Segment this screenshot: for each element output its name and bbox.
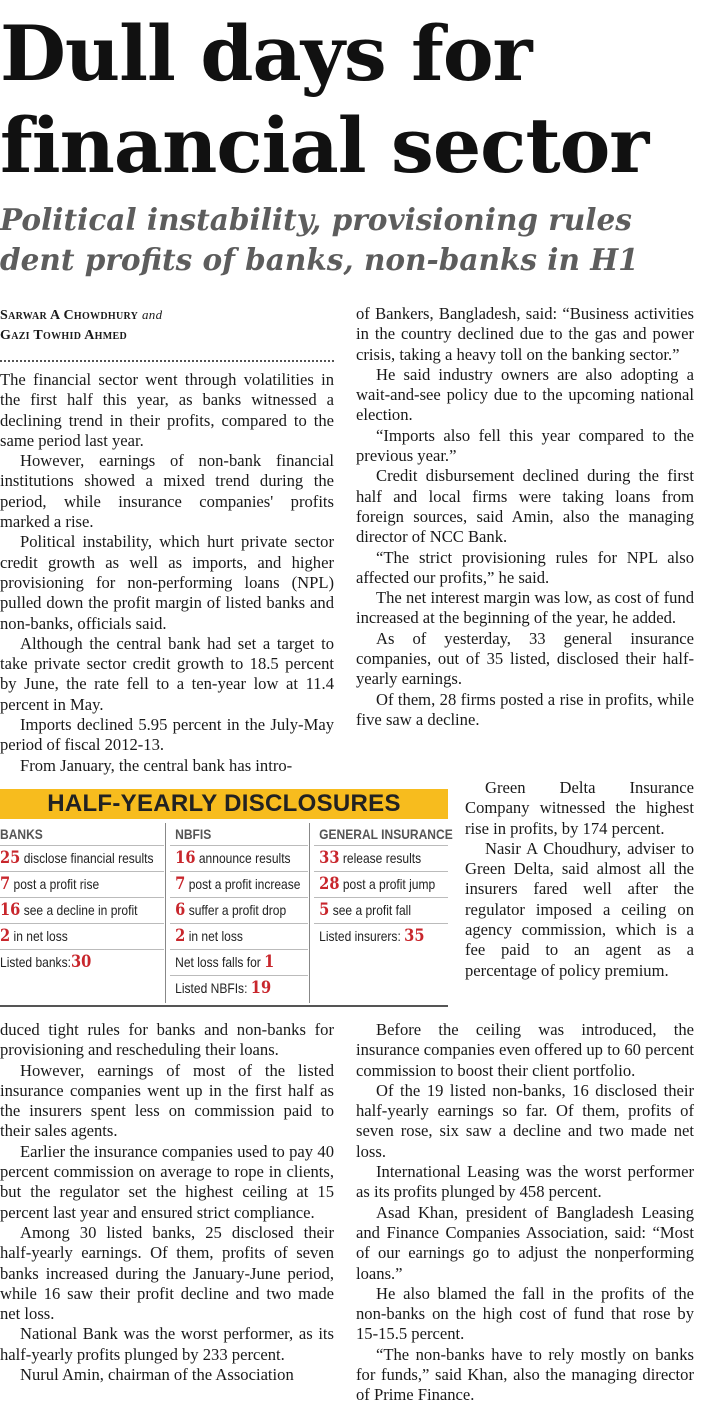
- row-text: post a profit jump: [342, 876, 436, 892]
- table-row: [170, 845, 308, 871]
- row-text: Listed NBFIs:: [175, 980, 248, 996]
- table-row: [314, 897, 448, 923]
- table-row: [314, 923, 448, 949]
- row-number: 6: [175, 900, 186, 920]
- paragraph: Asad Khan, president of Bangladesh Leasing and Finance Companies Association, said: “Most of our earnings go to adjust the nonperforming loans.”: [356, 1202, 694, 1283]
- row-number: 35: [404, 926, 425, 946]
- row-text: post a profit rise: [13, 876, 100, 892]
- row-number: 19: [250, 978, 272, 998]
- paragraph: Of them, 28 firms posted a rise in profits, while five saw a decline.: [356, 689, 694, 729]
- byline-author-1: Sarwar A Chowdhury: [0, 308, 139, 323]
- paragraph: National Bank was the worst performer, as its half-yearly profits plunged by 233 percent.: [0, 1324, 334, 1364]
- headline: [0, 8, 704, 192]
- paragraph: “The strict provisioning rules for NPL also affected our profits,” he said.: [356, 547, 694, 587]
- row-text: Net loss falls for: [175, 954, 261, 970]
- table-row: [170, 897, 308, 923]
- paragraph: Among 30 listed banks, 25 disclosed their half-yearly earnings. Of them, profits of seven banks increased during the January-June period, while 16 saw their profit decline and two made net loss.: [0, 1222, 334, 1324]
- paragraph: Green Delta Insurance Company witnessed the highest rise in profits, by 174 percent.: [465, 778, 694, 838]
- nbfis-header: NBFIS: [175, 826, 212, 842]
- table-row: [0, 845, 164, 871]
- half-yearly-disclosures-box: [0, 789, 453, 1007]
- paragraph: Although the central bank had set a target to take private sector credit growth to 18.5 percent by June, the rate fell to a ten-year low at 11.4 percent in May.: [0, 633, 334, 714]
- row-text: release results: [342, 850, 422, 866]
- paragraph: Before the ceiling was introduced, the insurance companies even offered up to 60 percent commission to boost their client portfolio.: [356, 1020, 694, 1080]
- row-number: 1: [264, 952, 275, 972]
- table-row: [0, 871, 164, 897]
- paragraph: Nasir A Choudhury, adviser to Green Delta, said almost all the insurers fared well after the regulator imposed a ceiling on agency commission, which is a fee paid to an agent as a percentage of policy premium.: [465, 838, 694, 980]
- paragraph: Imports declined 5.95 percent in the July-May period of fiscal 2012-13.: [0, 715, 334, 755]
- row-number: 7: [0, 874, 11, 894]
- paragraph: He also blamed the fall in the profits of the non-banks on the high cost of fund that rose by 15-15.5 percent.: [356, 1283, 694, 1344]
- banks-column: [0, 823, 164, 975]
- row-text: see a decline in profit: [23, 902, 138, 918]
- general-insurance-column: [314, 823, 453, 949]
- byline-conjunction: and: [141, 307, 163, 322]
- paragraph: However, earnings of most of the listed insurance companies went up in the first half as the insurers spent less on commission paid to their sales agents.: [0, 1060, 334, 1141]
- column-1-bottom: [0, 1020, 334, 1385]
- subheadline: [0, 200, 704, 280]
- column-divider: [309, 823, 310, 1003]
- paragraph: Of the 19 listed non-banks, 16 disclosed their half-yearly earnings so far. Of them, profits of seven rose, six saw a decline and two made net loss.: [356, 1080, 694, 1161]
- subheadline-line-2: dent profits of banks, non-banks in H1: [0, 242, 639, 277]
- paragraph: duced tight rules for banks and non-banks for provisioning and rescheduling their loans.: [0, 1020, 334, 1060]
- column-2-middle: [465, 778, 694, 981]
- row-text: disclose financial results: [23, 850, 154, 866]
- paragraph: Earlier the insurance companies used to pay 40 percent commission on average to rope in clients, but the regulator set the highest ceiling at 15 percent last year and ensured strict compliance.: [0, 1141, 334, 1222]
- byline: [0, 305, 334, 346]
- paragraph: Political instability, which hurt private sector credit growth as well as imports, and higher provisioning for non-performing loans (NPL) pulled down the profit margin of listed banks and non-banks, officials said.: [0, 532, 334, 633]
- table-row: [170, 871, 308, 897]
- row-text: Listed insurers:: [319, 928, 401, 944]
- row-number: 33: [319, 848, 340, 868]
- row-number: 2: [175, 926, 186, 946]
- subheadline-line-1: Political instability, provisioning rules: [0, 202, 632, 237]
- row-number: 16: [175, 848, 196, 868]
- row-text: see a profit fall: [332, 902, 412, 918]
- paragraph: Credit disbursement declined during the first half and local firms were taking loans from foreign sources, said Amin, also the managing director of NCC Bank.: [356, 466, 694, 547]
- byline-author-2: Gazi Towhid Ahmed: [0, 328, 127, 343]
- table-row: [0, 949, 164, 975]
- headline-line-1: Dull days for: [0, 9, 532, 98]
- table-row: [314, 845, 448, 871]
- paragraph: “Imports also fell this year compared to the previous year.”: [356, 425, 694, 466]
- row-text: suffer a profit drop: [188, 902, 287, 918]
- table-row: [314, 871, 448, 897]
- row-text: in net loss: [13, 928, 68, 944]
- headline-line-2: financial sector: [0, 101, 649, 190]
- column-divider: [165, 823, 166, 1003]
- row-number: 16: [0, 900, 21, 920]
- paragraph: Nurul Amin, chairman of the Association: [20, 1365, 294, 1385]
- banks-header: BANKS: [0, 826, 43, 842]
- table-row: [170, 923, 308, 949]
- table-row: [170, 949, 308, 975]
- row-text: in net loss: [188, 928, 243, 944]
- nbfis-column: [170, 823, 308, 1001]
- row-text: Listed banks:: [0, 954, 71, 970]
- paragraph: of Bankers, Bangladesh, said: “Business activities in the country declined due to the gas and power crisis, taking a heavy toll on the banking sector.”: [356, 304, 694, 364]
- row-text: post a profit increase: [188, 876, 301, 892]
- table-row: [0, 897, 164, 923]
- paragraph: From January, the central bank has intro-: [20, 755, 293, 775]
- box-title: HALF-YEARLY DISCLOSURES: [0, 789, 448, 819]
- column-2-bottom: [356, 1020, 694, 1406]
- paragraph: “The non-banks have to rely mostly on banks for funds,” said Khan, also the managing director of Prime Finance.: [356, 1344, 694, 1405]
- row-number: 25: [0, 848, 21, 868]
- row-number: 28: [319, 874, 340, 894]
- column-2-top: [356, 304, 694, 730]
- paragraph: However, earnings of non-bank financial institutions showed a mixed trend during the period, while insurance companies' profits marked a rise.: [0, 451, 334, 532]
- paragraph: As of yesterday, 33 general insurance companies, out of 35 listed, disclosed their half-yearly earnings.: [356, 628, 694, 689]
- paragraph: The financial sector went through volatilities in the first half this year, as banks witnessed a declining trend in their profits, compared to the same period last year.: [0, 370, 334, 450]
- row-number: 30: [70, 952, 92, 972]
- row-number: 7: [175, 874, 186, 894]
- paragraph: International Leasing was the worst performer as its profits plunged by 458 percent.: [356, 1162, 694, 1202]
- row-text: announce results: [198, 850, 291, 866]
- row-number: 5: [319, 900, 330, 920]
- column-1-top: [0, 370, 334, 776]
- row-number: 2: [0, 926, 11, 946]
- general-insurance-header: GENERAL INSURANCE: [319, 826, 453, 842]
- table-row: [0, 923, 164, 949]
- paragraph: The net interest margin was low, as cost of fund increased at the beginning of the year, he added.: [356, 588, 694, 628]
- paragraph: He said industry owners are also adopting a wait-and-see policy due to the upcoming national election.: [356, 364, 694, 425]
- table-row: [170, 975, 308, 1001]
- byline-divider: [0, 360, 334, 362]
